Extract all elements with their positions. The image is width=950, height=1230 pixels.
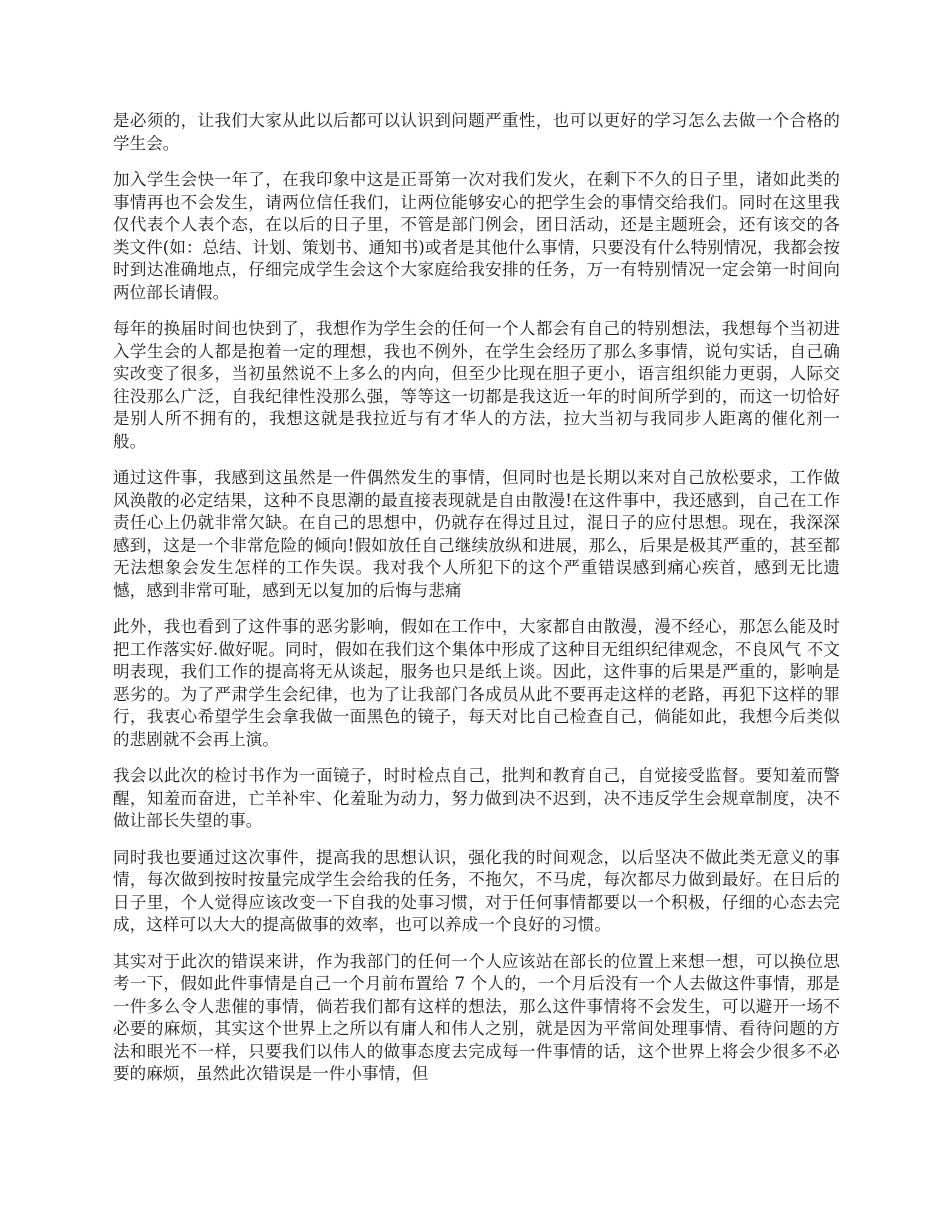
paragraph-1: 是必须的，让我们大家从此以后都可以认识到问题严重性，也可以更好的学习怎么去做一个合格的学生会。: [113, 111, 840, 153]
paragraph-2: 加入学生会快一年了，在我印象中这是正哥第一次对我们发火，在剩下不久的日子里，诸如此类的事情再也不会发生，请两位信任我们，让两位能够安心的把学生会的事情交给我们。同时在这里我仅代表个人表个态，在以后的日子里，不管是部门例会，团日活动，还是主题班会，还有该交的各类文件(如：总结、计划、策划书、通知书)或者是其他什么事情，只要没有什么特别情况，我都会按时到达准确地点，仔细完成学生会这个大家庭给我安排的任务，万一有特别情况一定会第一时间向两位部长请假。: [113, 170, 840, 302]
paragraph-6: 我会以此次的检讨书作为一面镜子，时时检点自己，批判和教育自己，自觉接受监督。要知羞而警醒，知羞而奋进，亡羊补牢、化羞耻为动力，努力做到决不迟到，决不违反学生会规章制度，决不做让部长失望的事。: [113, 766, 840, 830]
paragraph-7: 同时我也要通过这次事件，提高我的思想认识，强化我的时间观念，以后坚决不做此类无意义的事情，每次做到按时按量完成学生会给我的任务，不拖欠，不马虎，每次都尽力做到最好。在日后的日子里，个人觉得应该改变一下自我的处事习惯，对于任何事情都要以一个积极，仔细的心态去完成，这样可以大大的提高做事的效率，也可以养成一个良好的习惯。: [113, 847, 840, 934]
paragraph-8: 其实对于此次的错误来讲，作为我部门的任何一个人应该站在部长的位置上来想一想，可以换位思考一下，假如此件事情是自己一个月前布置给 7 个人的，一个月后没有一个人去做这件事情，那是一件多么令人悲催的事情，倘若我们都有这样的想法，那么这件事情将不会发生，可以避开一场不必要的麻烦，其实这个世界上之所以有庸人和伟人之别，就是因为平常间处理事情、看待问题的方法和眼光不一样，只要我们以伟人的做事态度去完成每一件事情的话，这个世界上将会少很多不必要的麻烦，虽然此次错误是一件小事情，但: [113, 951, 840, 1083]
paragraph-4: 通过这件事，我感到这虽然是一件偶然发生的事情，但同时也是长期以来对自己放松要求，工作做风涣散的必定结果，这种不良思潮的最直接表现就是自由散漫!在这件事中，我还感到，自己在工作责任心上仍就非常欠缺。在自己的思想中，仍就存在得过且过，混日子的应付思想。现在，我深深感到，这是一个非常危险的倾向!假如放任自己继续放纵和进展，那么，后果是极其严重的，甚至都无法想象会发生怎样的工作失误。我对我个人所犯下的这个严重错误感到痛心疾首，感到无比遗憾，感到非常可耻，感到无以复加的后悔与悲痛: [113, 468, 840, 600]
document-body: [113, 110, 840, 1100]
paragraph-3: 每年的换届时间也快到了，我想作为学生会的任何一个人都会有自己的特别想法，我想每个当初进入学生会的人都是抱着一定的理想，我也不例外，在学生会经历了那么多事情，说句实话，自己确实改变了很多，当初虽然说不上多么的内向，但至少比现在胆子更小，语言组织能力更弱，人际交往没那么广泛，自我纪律性没那么强，等等这一切都是我这近一年的时间所学到的，而这一切恰好是别人所不拥有的，我想这就是我拉近与有才华人的方法，拉大当初与我同步人距离的催化剂一般。: [113, 319, 840, 451]
paragraph-5: 此外，我也看到了这件事的恶劣影响，假如在工作中，大家都自由散漫，漫不经心，那怎么能及时把工作落实好.做好呢。同时，假如在我们这个集体中形成了这种目无组织纪律观念，不良风气 不文明表现，我们工作的提高将无从谈起，服务也只是纸上谈。因此，这件事的后果是严重的，影响是恶劣的。为了严肃学生会纪律，也为了让我部门各成员从此不要再走这样的老路，再犯下这样的罪行，我衷心希望学生会拿我做一面黑色的镜子，每天对比自己检查自己，倘能如此，我想今后类似的悲剧就不会再上演。: [113, 617, 840, 749]
